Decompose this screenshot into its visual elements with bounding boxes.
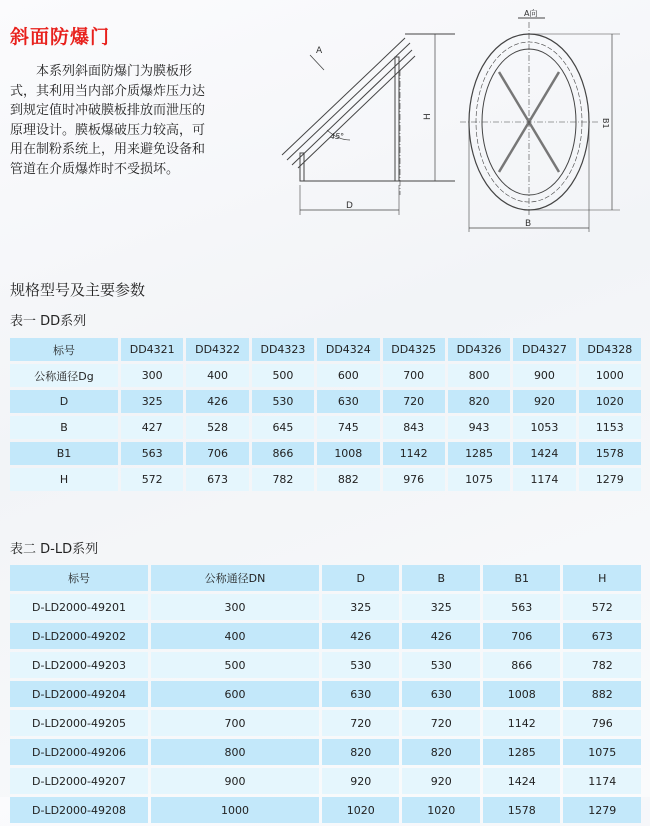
- table-cell: D-LD2000-49204: [10, 681, 148, 707]
- b-label: B: [525, 219, 532, 229]
- table-cell: 1000: [151, 797, 319, 823]
- table-cell: 530: [322, 652, 399, 678]
- table-cell: 800: [448, 364, 510, 387]
- table-row: [10, 652, 641, 678]
- table-cell: 1020: [402, 797, 479, 823]
- header-cell: DD4324: [317, 338, 379, 361]
- table-cell: D-LD2000-49202: [10, 623, 148, 649]
- table-row: [10, 416, 641, 439]
- table-cell: 630: [402, 681, 479, 707]
- table-row: [10, 390, 641, 413]
- table-cell: D-LD2000-49201: [10, 594, 148, 620]
- table-cell: 1279: [563, 797, 641, 823]
- table-cell: 1578: [483, 797, 560, 823]
- table-cell: 976: [383, 468, 445, 491]
- table-cell: 1285: [448, 442, 510, 465]
- table-cell: 563: [483, 594, 560, 620]
- table-row: [10, 768, 641, 794]
- table-cell: 630: [322, 681, 399, 707]
- header-cell: DD4327: [513, 338, 575, 361]
- header-cell: B1: [483, 565, 560, 591]
- table-cell: 1008: [483, 681, 560, 707]
- table-cell: 630: [317, 390, 379, 413]
- table-row: [10, 681, 641, 707]
- header-cell: DD4325: [383, 338, 445, 361]
- table-cell: D-LD2000-49206: [10, 739, 148, 765]
- table-cell: 500: [252, 364, 314, 387]
- table-cell: 1174: [513, 468, 575, 491]
- view-label: A向: [524, 9, 538, 18]
- table-cell: 1000: [579, 364, 641, 387]
- table-cell: 820: [402, 739, 479, 765]
- table1-caption: 表一 DD系列: [10, 314, 87, 329]
- table-cell: 673: [186, 468, 248, 491]
- table-cell: 1142: [483, 710, 560, 736]
- table-cell: D: [10, 390, 118, 413]
- table-cell: 720: [322, 710, 399, 736]
- table-cell: 673: [563, 623, 641, 649]
- header-cell: 标号: [10, 565, 148, 591]
- table-cell: 782: [563, 652, 641, 678]
- d-label: D: [346, 201, 353, 211]
- table-header-row: [10, 565, 641, 591]
- header-cell: DD4321: [121, 338, 183, 361]
- table-cell: H: [10, 468, 118, 491]
- dd-series-table: [7, 335, 644, 494]
- table-cell: 325: [121, 390, 183, 413]
- table-row: [10, 364, 641, 387]
- table-cell: 572: [563, 594, 641, 620]
- table-cell: 563: [121, 442, 183, 465]
- table-cell: 1174: [563, 768, 641, 794]
- table-cell: D-LD2000-49208: [10, 797, 148, 823]
- table-cell: 1153: [579, 416, 641, 439]
- table-row: [10, 710, 641, 736]
- table-cell: 843: [383, 416, 445, 439]
- table-cell: 866: [483, 652, 560, 678]
- table-cell: 1020: [579, 390, 641, 413]
- header-cell: 标号: [10, 338, 118, 361]
- table-cell: 600: [317, 364, 379, 387]
- arrow-label: A: [316, 46, 323, 56]
- table-cell: 公称通径Dg: [10, 364, 118, 387]
- table-cell: 882: [563, 681, 641, 707]
- table-cell: D-LD2000-49205: [10, 710, 148, 736]
- header-cell: B: [402, 565, 479, 591]
- table-cell: 325: [322, 594, 399, 620]
- table-cell: 900: [151, 768, 319, 794]
- table-cell: 572: [121, 468, 183, 491]
- table-cell: 426: [402, 623, 479, 649]
- table-cell: 426: [322, 623, 399, 649]
- table-cell: 645: [252, 416, 314, 439]
- table-cell: 1578: [579, 442, 641, 465]
- table-cell: 1075: [563, 739, 641, 765]
- section-title: 规格型号及主要参数: [10, 281, 146, 299]
- table-cell: 1053: [513, 416, 575, 439]
- intro-paragraph: 本系列斜面防爆门为膜板形式，其利用当内部介质爆炸压力达到规定值时冲破膜板排放而泄压的原理设计。膜板爆破压力较高，可用在制粉系统上，用来避免设备和管道在介质爆炸时不受损坏。: [10, 64, 206, 177]
- table-cell: 530: [402, 652, 479, 678]
- table-cell: 400: [186, 364, 248, 387]
- h-label: H: [423, 113, 433, 120]
- table-row: [10, 594, 641, 620]
- table-cell: 700: [383, 364, 445, 387]
- table-cell: 706: [186, 442, 248, 465]
- table-cell: 1075: [448, 468, 510, 491]
- table-cell: 427: [121, 416, 183, 439]
- table-cell: 500: [151, 652, 319, 678]
- dld-series-table: [7, 562, 644, 826]
- table-cell: D-LD2000-49207: [10, 768, 148, 794]
- table-cell: 700: [151, 710, 319, 736]
- table-cell: 782: [252, 468, 314, 491]
- header-cell: H: [563, 565, 641, 591]
- table-cell: 920: [513, 390, 575, 413]
- table-cell: 920: [322, 768, 399, 794]
- angle-label: 45°: [330, 132, 345, 141]
- table-cell: 820: [448, 390, 510, 413]
- table-cell: 745: [317, 416, 379, 439]
- table-cell: 820: [322, 739, 399, 765]
- table-cell: 866: [252, 442, 314, 465]
- table-cell: 720: [402, 710, 479, 736]
- table-cell: 800: [151, 739, 319, 765]
- table-cell: B1: [10, 442, 118, 465]
- b1-label: B1: [601, 118, 610, 129]
- table-cell: 1020: [322, 797, 399, 823]
- table-cell: 530: [252, 390, 314, 413]
- header-cell: DD4326: [448, 338, 510, 361]
- header-cell: D: [322, 565, 399, 591]
- table-cell: B: [10, 416, 118, 439]
- header-cell: DD4328: [579, 338, 641, 361]
- table-cell: D-LD2000-49203: [10, 652, 148, 678]
- table-cell: 1008: [317, 442, 379, 465]
- header-cell: DD4322: [186, 338, 248, 361]
- table-cell: 796: [563, 710, 641, 736]
- table-row: [10, 468, 641, 491]
- table-row: [10, 797, 641, 823]
- table-cell: 1142: [383, 442, 445, 465]
- table-cell: 1424: [513, 442, 575, 465]
- table-cell: 943: [448, 416, 510, 439]
- table-cell: 600: [151, 681, 319, 707]
- table-cell: 400: [151, 623, 319, 649]
- table-cell: 300: [121, 364, 183, 387]
- table-cell: 325: [402, 594, 479, 620]
- table-cell: 528: [186, 416, 248, 439]
- table-cell: 1285: [483, 739, 560, 765]
- header-cell: 公称通径DN: [151, 565, 319, 591]
- table-row: [10, 442, 641, 465]
- header-cell: DD4323: [252, 338, 314, 361]
- table-row: [10, 623, 641, 649]
- explosion-door-diagram: [270, 0, 650, 250]
- table-cell: 1424: [483, 768, 560, 794]
- table-cell: 882: [317, 468, 379, 491]
- table2-caption: 表二 D-LD系列: [10, 542, 99, 557]
- table-cell: 426: [186, 390, 248, 413]
- page-title: 斜面防爆门: [10, 26, 111, 48]
- table-row: [10, 739, 641, 765]
- table-cell: 720: [383, 390, 445, 413]
- front-view: [460, 8, 620, 232]
- table-header-row: [10, 338, 641, 361]
- side-view: [282, 34, 455, 215]
- table-cell: 300: [151, 594, 319, 620]
- table-cell: 920: [402, 768, 479, 794]
- table-cell: 900: [513, 364, 575, 387]
- table-cell: 1279: [579, 468, 641, 491]
- table-cell: 706: [483, 623, 560, 649]
